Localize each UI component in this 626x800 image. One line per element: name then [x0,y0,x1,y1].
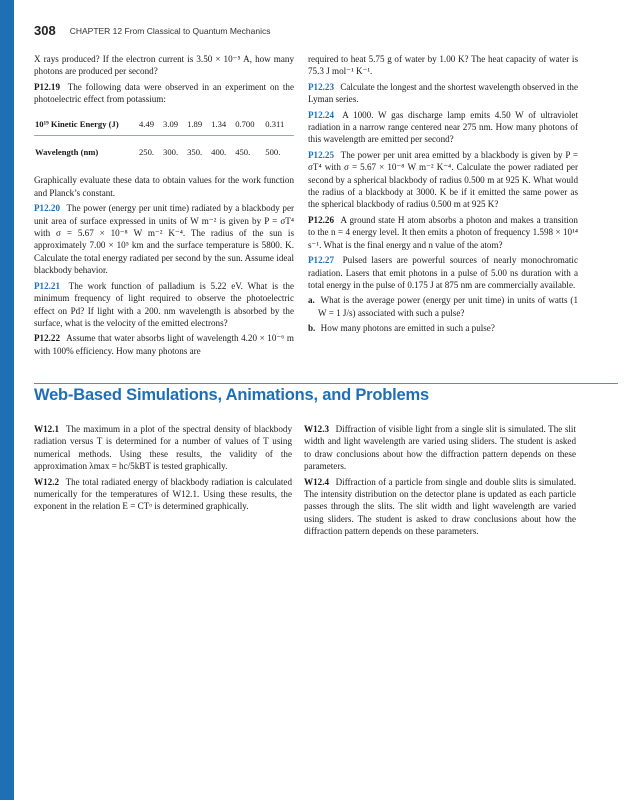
problem-p12-21 [34,280,294,330]
sub-letter: b. [308,323,316,334]
problem-p12-22 [34,332,294,357]
web-problem-w12-2 [34,476,292,513]
problem-p12-27 [308,254,578,291]
page-number: 308 [34,23,56,38]
problem-id: P12.21 [34,280,61,291]
problem-text: The work function of palladium is 5.22 eV. What is the minimum frequency of light required to observe the photoelectric effect on Pd? If light with a 200. nm wavelength is absorbed by the surface, what is the velocity of the emitted electrons? [34,280,294,328]
problem-text: The total radiated energy of blackbody radiation is calculated numerically for the temperatures of W12.1. Using these results, the exponent in the relation E = CTᵅ is determined graphically. [34,476,293,512]
section-title: Web-Based Simulations, Animations, and Problems [34,386,429,404]
problem-text: A ground state H atom absorbs a photon and makes a transition to the n = 4 energy level. It then emits a photon of frequency 1.598 × 10¹⁴ s⁻¹. What is the final energy and n value of the atom? [308,214,578,250]
problem-text: Pulsed lasers are powerful sources of nearly monochromatic radiation. Lasers that emit photons in a pulse of 5.00 ns duration with a total energy in the pulse of 0.175 J at 875 nm are commercially available. [308,255,578,290]
problem-id: W12.2 [34,476,60,487]
problem-text: Diffraction of a particle from single and double slits is simulated. The intensity distribution on the detector plane is updated as each particle passes through the slits. The slit width and light wavelength are varied using sliders. The student is asked to draw conclusions about how the diffraction pattern depends on these parameters. [304,476,576,537]
intro-text: X rays produced? If the electron current is 3.50 × 10⁻⁵ A, how many photons are produced per second? [34,54,294,77]
table-cell: 300. [163,147,179,158]
table-cell: 3.09 [162,116,186,136]
web-problem-w12-4 [304,476,576,538]
left-column [34,53,294,360]
photoelectric-data-table [34,116,294,161]
table-cell: 1.34 [210,116,234,136]
problem-text: Diffraction of visible light from a single slit is simulated. The slit width and light wavelength are varied using sliders. The student is asked to draw conclusions about how the diffraction pattern depends on these parameters. [304,424,576,472]
table-cell: 400. [211,147,227,158]
sub-question-a [308,294,578,319]
table-row [34,116,294,136]
table-cell: 500. [265,147,281,158]
table-cell: 450. [235,147,251,158]
problem-text: The maximum in a plot of the spectral density of blackbody radiation versus T is determined for a number of values of T using numerical methods. Using these results, the validity of the approximation λmax = hc/5kBT is tested graphically. [34,424,292,472]
table-cell: 0.311 [264,116,294,136]
sub-text: How many photons are emitted in such a pulse? [320,323,495,334]
table-cell: 1.89 [186,116,210,136]
table-row [34,136,294,161]
problem-id: W12.3 [304,424,330,434]
problem-id: P12.27 [308,255,335,266]
table-cell: 0.700 [234,116,264,136]
web-left-column [34,423,292,516]
problem-text: The following data were observed in an experiment on the photoelectric effect from potassium: [34,81,295,105]
page-header [34,22,610,40]
problem-id: P12.22 [34,333,61,344]
problem-text: The power per unit area emitted by a blackbody is given by P = σT⁴ with σ = 5.67 × 10⁻⁸ W m⁻² K⁻⁴. Calculate the power radiated per second by a spherical blackbody of radius 0.500 m at 925 K. What would the radius of a blackbody at 3000. K be if it emitted the same power as the spherical blackbody of radius 0.500 m at 925 K? [308,149,579,210]
problem-p12-25 [308,149,578,211]
table-cell: 250. [139,147,155,158]
problem-id: P12.25 [308,149,335,160]
table-cell: 4.49 [138,116,162,136]
problem-text: Calculate the longest and the shortest wavelength observed in the Lyman series. [308,81,578,105]
web-problem-w12-1 [34,423,292,473]
chapter-title: CHAPTER 12 From Classical to Quantum Mechanics [69,26,271,36]
problem-p12-24 [308,109,578,146]
problem-id: P12.24 [308,109,335,120]
problem-id: P12.26 [308,214,335,225]
problem-id: W12.1 [34,424,60,434]
sub-text: What is the average power (energy per unit time) in units of watts (1 W = 1 J/s) associated with such a pulse? [318,295,579,318]
problem-text: The power (energy per unit time) radiated by a blackbody per unit area of surface expressed in units of W m⁻² is given by P = σT⁴ with σ = 5.67 × 10⁻⁸ W m⁻² K⁻⁴. The radius of the sun is approximately 7.00 × 10⁵ km and the surface temperature is 5800. K. Calculate the total energy radiated per second by the sun. Assume ideal blackbody behavior. [34,203,295,276]
problem-p12-20 [34,202,294,276]
web-problem-w12-3 [304,423,576,473]
problem-p12-19 [34,81,294,106]
side-color-bar [0,0,14,800]
right-column [308,53,578,338]
after-table-text: Graphically evaluate these data to obtain values for the work function and Planck’s constant. [34,175,294,198]
section-divider [34,383,618,384]
table-cell: 350. [187,147,203,158]
problem-id: W12.4 [304,476,330,487]
sub-question-b [308,322,578,334]
row-label: Wavelength (nm) [35,147,99,158]
row-label: 10¹⁹ Kinetic Energy (J) [34,116,138,136]
problem-id: P12.19 [34,81,61,92]
sub-letter: a. [308,295,315,306]
problem-id: P12.20 [34,203,61,214]
continued-text: required to heat 5.75 g of water by 1.00 K? The heat capacity of water is 75.3 J mol⁻¹ K⁻¹. [308,54,578,77]
problem-p12-23 [308,81,578,106]
problem-text: A 1000. W gas discharge lamp emits 4.50 W of ultraviolet radiation in a narrow range centered near 275 nm. How many photons of this wavelength are emitted per second? [308,109,578,145]
problem-p12-26 [308,214,578,251]
web-right-column [304,423,576,541]
problem-id: P12.23 [308,81,335,92]
problem-text: Assume that water absorbs light of wavelength 4.20 × 10⁻⁶ m with 100% efficiency. How many photons are [34,333,294,356]
